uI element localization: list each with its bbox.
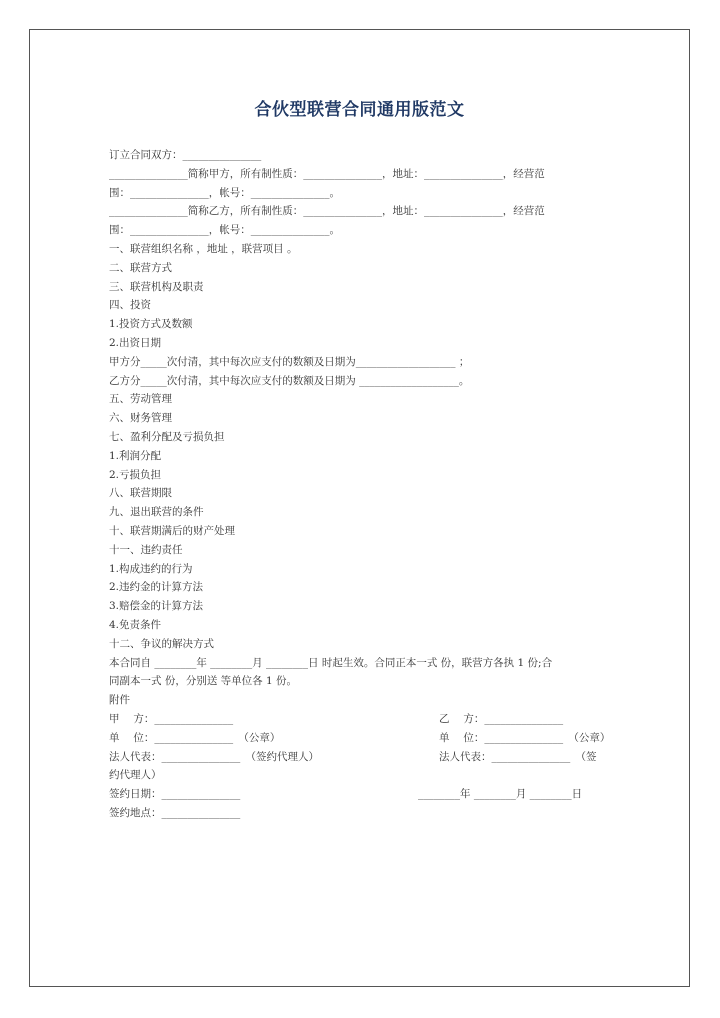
party-b-field: 乙 方：_______________: [439, 712, 564, 725]
section-3: 三、联营机构及职责: [109, 280, 204, 293]
sign-date-blanks: ________年 ________月 ________日: [418, 788, 583, 801]
section-10: 十、联营期满后的财产处理: [109, 524, 235, 537]
signature-row-representative: [109, 748, 631, 767]
party-a-field: 甲 方：_______________: [109, 712, 234, 725]
party-a-unit-field: 单 位：_______________ （公章）: [109, 731, 281, 744]
item-7-1: 1.利润分配: [109, 449, 162, 462]
section-7: 七、盈利分配及亏损负担: [109, 430, 225, 443]
item-4-2: 2.出资日期: [109, 336, 162, 349]
party-intro: 订立合同双方：_______________: [109, 149, 262, 161]
party-a-representative-field: 法人代表：_______________ （签约代理人）: [109, 750, 319, 763]
section-4: 四、投资: [109, 299, 151, 312]
section-8: 八、联营期限: [109, 487, 172, 500]
item-7-2: 2.亏损负担: [109, 468, 162, 481]
representative-wrap: 约代理人）: [109, 769, 162, 782]
party-b-line-cont: 围：_______________，帐号：_______________。: [109, 224, 340, 237]
attachment-heading: 附件: [109, 694, 130, 707]
payment-party-a: 甲方分_____次付清，其中每次应支付的数额及日期为___________________ ；: [109, 355, 470, 368]
section-12: 十二、争议的解决方式: [109, 637, 214, 650]
party-a-line-cont: 围：_______________，帐号：_______________。: [109, 186, 340, 199]
signature-row-date: [109, 785, 631, 804]
signature-row-party: [109, 710, 631, 729]
document-body: [109, 146, 631, 823]
payment-party-b: 乙方分_____次付清，其中每次应支付的数额及日期为 ___________________。: [109, 374, 470, 387]
item-11-4: 4.免责条件: [109, 618, 162, 631]
section-5: 五、劳动管理: [109, 393, 172, 406]
party-a-line: _______________简称甲方，所有制性质：_______________，地址：_______________，经营范: [109, 167, 545, 180]
section-6: 六、财务管理: [109, 412, 172, 425]
item-11-3: 3.赔偿金的计算方法: [109, 600, 204, 613]
sign-place-field: 签约地点：_______________: [109, 806, 241, 819]
item-11-2: 2.违约金的计算方法: [109, 581, 204, 594]
party-b-line: _______________简称乙方，所有制性质：_______________，地址：_______________，经营范: [109, 205, 545, 218]
party-b-unit-field: 单 位：_______________ （公章）: [439, 731, 611, 744]
section-2: 二、联营方式: [109, 261, 172, 274]
section-1: 一、联营组织名称 ，地址 ，联营项目 。: [109, 242, 298, 255]
effective-clause: 本合同自 ________年 ________月 ________日 时起生效。合同正本一式 份，联营方各执 1 份;合: [109, 656, 553, 669]
signature-row-unit: [109, 729, 631, 748]
document-page: [29, 29, 690, 987]
party-b-representative-field: 法人代表：_______________ （签: [439, 750, 597, 763]
item-11-1: 1.构成违约的行为: [109, 562, 193, 575]
sign-date-field: 签约日期：_______________: [109, 788, 241, 801]
effective-clause-cont: 同副本一式 份，分别送 等单位各 1 份。: [109, 675, 298, 688]
section-11: 十一、违约责任: [109, 543, 183, 556]
section-9: 九、退出联营的条件: [109, 506, 204, 519]
document-title: 合伙型联营合同通用版范文: [254, 100, 465, 120]
item-4-1: 1.投资方式及数额: [109, 318, 193, 331]
